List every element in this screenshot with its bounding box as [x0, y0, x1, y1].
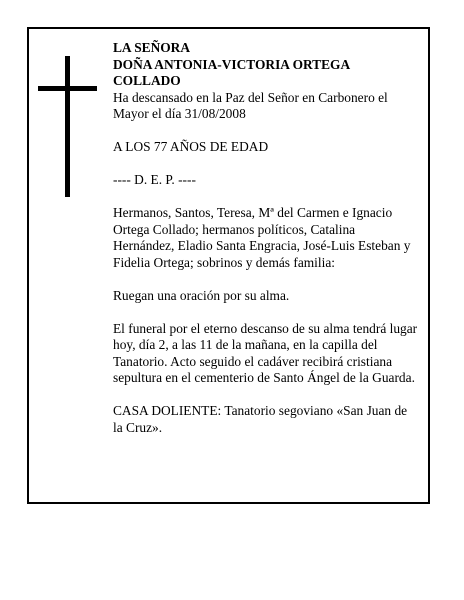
death-notice: Ha descansado en la Paz del Señor en Carbonero el Mayor el día 31/08/2008 [113, 89, 388, 121]
rip-line: ---- D. E. P. ---- [113, 172, 196, 187]
obituary-text [113, 40, 419, 436]
deceased-name: DOÑA ANTONIA-VICTORIA ORTEGA COLLADO [113, 56, 350, 88]
cross-icon-bar [38, 86, 97, 91]
family-list: Hermanos, Santos, Teresa, Mª del Carmen e Ignacio Ortega Collado; hermanos políticos, Catalina Hernández, Eladio Santa Engracia, José-Luis Esteban y Fidelia Ortega; sobrinos y demás familia: [113, 205, 411, 270]
mourning-house: CASA DOLIENTE: Tanatorio segoviano «San Juan de la Cruz». [113, 403, 408, 435]
prayer-request: Ruegan una oración por su alma. [113, 287, 290, 303]
funeral-details: El funeral por el eterno descanso de su alma tendrá lugar hoy, día 2, a las 11 de la mañana, en la capilla del Tanatorio. Acto seguido el cadáver recibirá cristiana sepultura en el cementerio de Santo Ángel de la Guarda. [113, 320, 418, 385]
cross-icon [65, 56, 70, 197]
obituary-title: LA SEÑORA [113, 40, 191, 55]
age-line: A LOS 77 AÑOS DE EDAD [113, 139, 269, 154]
